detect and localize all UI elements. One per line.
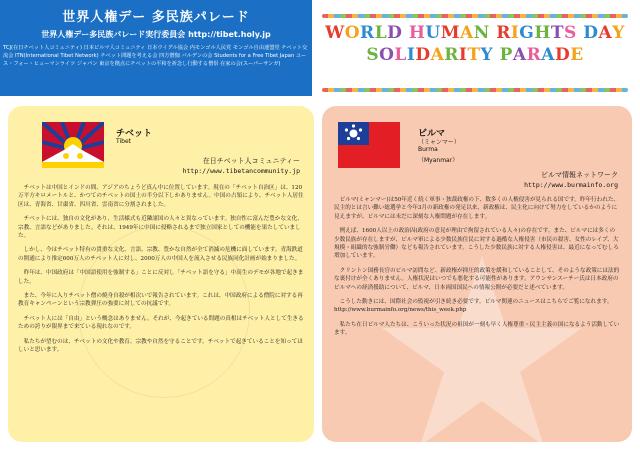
banner-letter: O bbox=[344, 23, 361, 43]
tibet-paragraph: チベットには、独自の文化があり、生活様式も近隣諸国の人々と異なっています。独自性に富んだ豊かな文化、宗教、言語などがありました。それは、1949年に中国に侵略されるまで独立国家としての機能を果たしていました。 bbox=[18, 216, 303, 240]
tibet-paragraph: チベット人には「自由」という概念はありません。それが、今起きている問題の真相はチベット人として生きるための誇りが限界まで来ている現れなのです。 bbox=[18, 315, 304, 331]
burma-org: ビルマ情報ネットワーク bbox=[541, 171, 618, 179]
banner-letter: H bbox=[534, 23, 551, 43]
banner-letter: A bbox=[460, 23, 474, 43]
banner-letter: L bbox=[374, 23, 388, 43]
burma-name: ビルマ bbox=[418, 129, 446, 139]
banner-letter: O bbox=[379, 45, 395, 65]
burma-panel bbox=[322, 106, 632, 442]
tibet-panel bbox=[8, 106, 314, 442]
banner-letter: Y bbox=[612, 23, 625, 43]
banner-letter: R bbox=[360, 23, 375, 43]
burma-paragraph: ビルマ(ミャンマー)は50年近く続く軍事・独裁政権の下、数多くの人権侵害が見られる国です。昨年行われた、民主的とは言い難い総選挙と今年3月の新政権の発足以来、新政権は、民主化に向けて努力をしているかのように見えますが、ビルマには未だに深刻な人権問題が存在します。 bbox=[334, 197, 620, 220]
banner-letter: A bbox=[430, 45, 445, 65]
banner-letter: R bbox=[496, 23, 511, 43]
banner-letter: P bbox=[499, 45, 513, 65]
banner-letter: U bbox=[425, 23, 441, 43]
banner-letter: I bbox=[406, 45, 416, 65]
banner-letter: I bbox=[510, 23, 520, 43]
banner-letter: R bbox=[444, 45, 459, 65]
banner-letter: T bbox=[550, 23, 565, 43]
banner-letter: D bbox=[554, 45, 571, 65]
tibet-flag bbox=[42, 122, 104, 168]
banner-letter: D bbox=[387, 23, 403, 43]
burma-flag bbox=[338, 122, 400, 168]
tibet-name: チベット bbox=[116, 129, 153, 139]
burma-name-en: Burma bbox=[418, 146, 438, 153]
tibet-url[interactable]: http://www.tibetancommunity.jp bbox=[182, 167, 300, 175]
banner-letter: I bbox=[458, 45, 468, 65]
tibet-org: 在日チベット人コミュニティー bbox=[202, 157, 300, 165]
banner-letter: R bbox=[526, 45, 542, 65]
event-title: 世界人権デー 多民族パレード bbox=[62, 10, 250, 25]
burma-body bbox=[334, 196, 620, 344]
burma-paragraph: こうした動きには、国際社会の監視が引き続き必要です。ビルマ関連のニュースはこちらでご覧になれます。http://www.burmainfo.org/news/this_week.php bbox=[334, 299, 613, 314]
tibet-body bbox=[18, 184, 304, 361]
tibet-name-en: Tibet bbox=[116, 138, 131, 145]
tibet-paragraph: 昨年は、中国政府は「中国語使用を強制する」ことに反対し「チベット語を守る」中高生のデモが各地で起きました。 bbox=[18, 270, 304, 285]
burma-name-en-2: （Myanmar） bbox=[418, 157, 459, 164]
banner-line-1 bbox=[322, 22, 628, 44]
header bbox=[0, 0, 640, 98]
banner-bottom-border bbox=[322, 88, 628, 92]
banner-letter: G bbox=[519, 23, 535, 43]
tibet-paragraph: チベットは中国とインドの間、アジアのちょうど真ん中に位置しています。現在の「チベット自治区」は、120万平方キロメートルと、かつてのチベットの国土の半分以下しかありません。中国の占領により、チベット人居住区は、青海省、甘粛省、四川省、雲南省に分割されました。 bbox=[18, 185, 304, 208]
banner-letter: D bbox=[415, 45, 431, 65]
committee-line: 世界人権デー多民族パレード実行委員会 http://tibet.holy.jp bbox=[41, 30, 271, 39]
banner-letter: M bbox=[440, 23, 461, 43]
banner-letter: Y bbox=[480, 45, 494, 65]
burma-paragraph: クリントン国務長官のビルマ訪問など、新政権が抑圧的政策を緩和していることして、そのような政策には法的な裏付けが全くありません。人権状況はいつでも悪化する可能性があります。アウンサンスーチー氏は日本政府のビルマへの経済援助について、ビルマ、日本両国国民への情報公開が必要だと述べています。 bbox=[334, 267, 620, 291]
banner-letter: L bbox=[394, 45, 407, 65]
header-info-block bbox=[0, 0, 312, 96]
banner-letter: E bbox=[570, 45, 584, 65]
tibet-paragraph: しかし、今はチベット特有の貴重な文化、言語、宗教、豊かな自然が全て消滅の危機に面しています。青海鉄道の開通により推定600万人のチベット人に対し、2000万人の中国人を流入させる民族同化計画が始まりました。 bbox=[18, 247, 303, 262]
banner-letter: A bbox=[512, 45, 527, 65]
banner-letter: D bbox=[583, 23, 599, 43]
banner-letter: W bbox=[325, 23, 345, 43]
banner-letter: S bbox=[564, 23, 577, 43]
banner-letter: A bbox=[541, 45, 555, 65]
banner-letter: H bbox=[408, 23, 426, 43]
banner-line-2 bbox=[322, 44, 628, 66]
banner-letter: N bbox=[473, 23, 490, 43]
tibet-paragraph: また、今年に入りチベット僧の焼身自殺が相次いで報告されています。これは、中国政府による僧院に対する再教育キャンペーンという宗教弾圧の強要に対しての抗議です。 bbox=[18, 293, 303, 308]
banner-letter: S bbox=[366, 45, 380, 65]
banner-letter: T bbox=[467, 45, 481, 65]
banner-letter: A bbox=[598, 23, 613, 43]
burma-paragraph: 私たち在日ビルマ人たちは、こういった状況の祖国が一刻も早く人権尊重・民主主義の国になるよう活動しています。 bbox=[334, 321, 620, 337]
tibet-paragraph: 私たちが望むのは、チベットの文化や教育、宗教や自然を守ることです。チベットで起きていることを知ってほしいと思います。 bbox=[18, 338, 303, 354]
member-organizations: TCJ(在日チベット人コミュニティ) 日本ビルマ人コミュニティ 日本ウイグル協会 内モンゴル人民党 モンゴル自由連盟党 チベット交流会 ITN(International Tibet Network) チベット問題を考える会 四方僧伽 バルデンの会 Students for a Free Tibet Japan ユース・フォー・ヒューマンライツ ジャパン 東京を拠点にチベットの平和を祈念し行動する僧侶 在家の会(スーパーサンガ) bbox=[3, 45, 308, 67]
burma-paragraph: 例えば、1600人以上の政治囚(政府の意見が理由で拘留されている人々)の存在です。また、ビルマには多くの少数民族が存在しますが、ビルマ軍による少数民族住民に対する過酷な人権侵害（市民の殺害、女性のレイプ、大規模・組織的な強制労働）なども報告されています。こうした少数民族に対する人権侵害は、最近になってむしろ増加しています。 bbox=[334, 228, 619, 260]
banner-top-border bbox=[322, 14, 628, 18]
burma-name-kana: （ミャンマー） bbox=[418, 139, 460, 146]
banner bbox=[322, 22, 628, 88]
burma-url[interactable]: http://www.burmainfo.org bbox=[524, 181, 618, 189]
